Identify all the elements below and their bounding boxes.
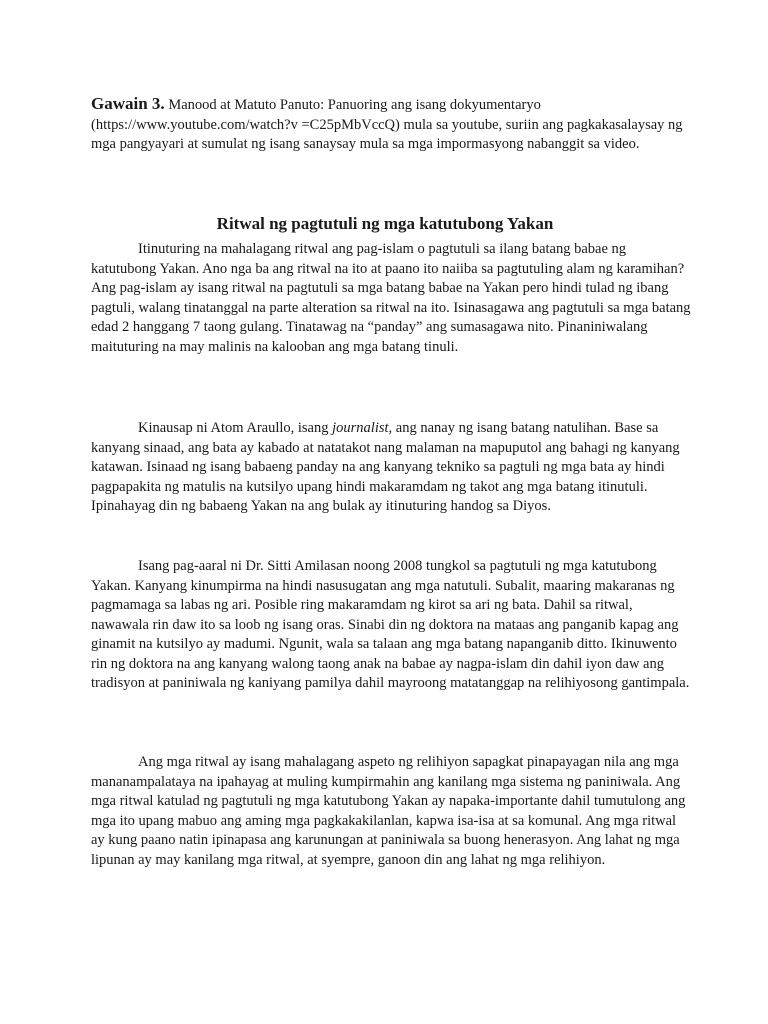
paragraph-2-text-start: Kinausap ni Atom Araullo, isang xyxy=(138,420,333,436)
paragraph-1: Itinuturing na mahalagang ritwal ang pag-islam o pagtutuli sa ilang batang babae ng katutubong Yakan. Ano nga ba ang ritwal na ito at paano ito naiiba sa pagtutuling alam ng karamihan? Ang pag-islam ay isang ritwal na pagtutuli sa mga batang babae na Yakan pero hindi tulad ng ibang pagtuli, walang tinatanggal na parte alteration sa ritwal na ito. Isinasagawa ang pagtutuli sa mga batang edad 2 hanggang 7 taong gulang. Tinatawag na “panday” ang sumasagawa nito. Pinaniniwalang maituturing na may malinis na kalooban ang mga batang tinuli. xyxy=(91,241,691,355)
activity-instruction-text: Manood at Matuto Panuto: Panuoring ang isang dokyumentaryo (https://www.youtube.com/watch?v =C25pMbVccQ) mula sa youtube, suriin ang pagkakasalaysay ng mga pangyayari at sumulat ng isang sanaysay mula sa mga impormasyong nabanggit sa video. xyxy=(91,97,683,152)
paragraph-4: Ang mga ritwal ay isang mahalagang aspeto ng relihiyon sapagkat pinapayagan nila ang mga mananampalataya na ipahayag at muling kumpirmahin ang kanilang mga sistema ng paniniwala. Ang mga ritwal katulad ng pagtutuli ng mga katutubong Yakan ay napaka-importante dahil tumutulong ang mga ito upang mabuo ang aming mga pagkakakilanlan, kapwa isa-isa at sa komunal. Ang mga ritwal ay kung paano natin ipinapasa ang karunungan at paniniwala sa buong henerasyon. Ang lahat ng mga lipunan ay may kanilang mga ritwal, at syempre, ganoon din ang lahat ng mga relihiyon. xyxy=(91,754,686,868)
activity-instructions xyxy=(91,94,691,155)
activity-label: Gawain 3. xyxy=(91,94,165,113)
paragraph-3: Isang pag-aaral ni Dr. Sitti Amilasan noong 2008 tungkol sa pagtutuli ng mga katutubong Yakan. Kanyang kinumpirma na hindi nasusugatan ang mga natutuli. Subalit, maaring makaranas ng pagmamaga sa labas ng ari. Posible ring makaramdam ng kirot sa ari ng bata. Dahil sa ritwal, nawawala rin daw ito sa loob ng isang oras. Sinabi din ng doktora na mataas ang panganib kapag ang ginamit na kutsilyo ay madumi. Ngunit, wala sa talaan ang mga batang napanganib ditto. Ikinuwento rin ng doktora na ang kanyang walong taong anak na babae ay nagpa-islam din dahil iyon daw ang tradisyon at paniniwala ng kaniyang pamilya dahil mayroong matatanggap na relihiyosong gantimpala. xyxy=(91,558,690,691)
paragraph-2-text-end: ang nanay ng isang batang natulihan. Base sa kanyang sinaad, ang bata ay kabado at natatakot nang malaman na mapuputol ang bahagi ng kanyang katawan. Isinaad ng isang babaeng panday na ang kanyang tekniko sa pagtuli ng mga bata ay hindi pagpapakita ng matulis na kutsilyo upang hindi makaramdam ng takot ang mga batang itinutuli. Ipinahayag din ng babaeng Yakan na ang bulak ay itinuturing handog sa Diyos. xyxy=(91,420,680,514)
paragraph-2 xyxy=(91,419,691,517)
essay-title: Ritwal ng pagtutuli ng mga katutubong Yakan xyxy=(216,214,554,233)
paragraph-2-emphasis: journalist, xyxy=(332,420,393,436)
